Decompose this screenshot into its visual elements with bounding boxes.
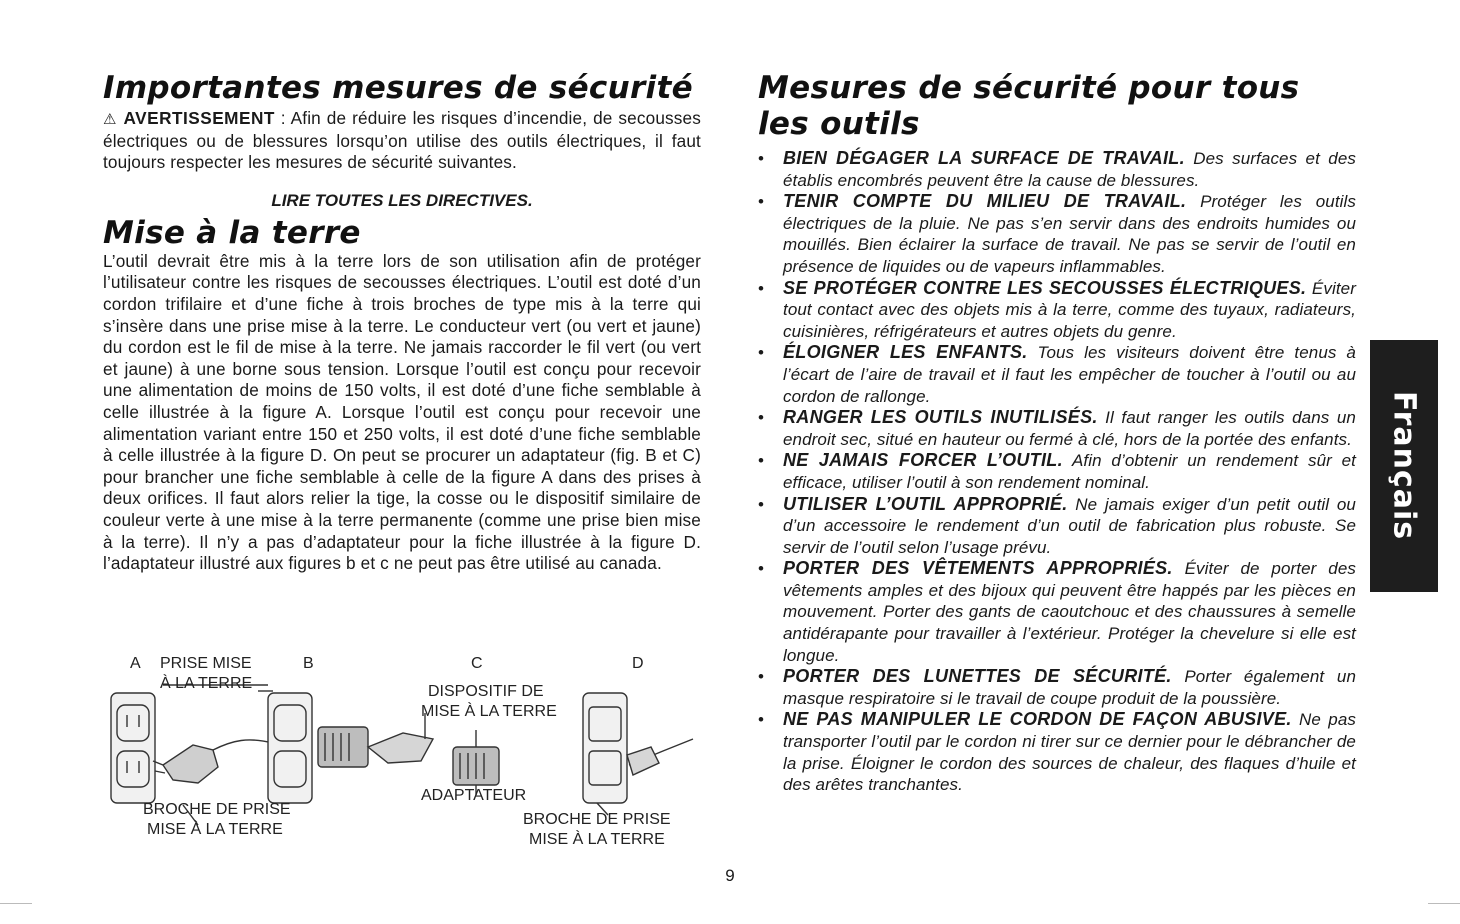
grounding-body: L’outil devrait être mis à la terre lors de son utilisation afin de protéger l’utilisateur contre les risques de secousses électriques. L’outil est doté d’un cordon trifilaire et d’une fiche à trois broches de type mis à la terre qui s’insère dans une prise mise à la terre. Le conducteur vert (ou vert et jaune) du cordon est le fil de mise à la terre. Ne jamais raccorder le fil vert (ou vert et jaune) à une borne sous tension. Lorsque l’outil est conçu pour recevoir une alimentation de moins de 150 volts, il est doté d’une fiche semblable à celle illustrée à la figure A. Lorsque l’outil est conçu pour recevoir une alimentation variant entre 150 et 250 volts, il est doté d’une fiche semblable à celle illustrée à la figure D. On peut se procurer un adaptateur (fig. B et C) pour brancher une fiche semblable à celle de la figure A dans des prises à deux orifices. Il faut alors relier la tige, la cosse ou le dispositif similaire de couleur verte à une mise à la terre permanente (comme une prise bien mise à la terre). Il n’y a pas d’adaptateur pour la fiche illustrée à la figure D. l’adaptateur illustré aux figures b et c ne peut pas être utilisé au canada. (103, 250, 701, 574)
right-column (758, 70, 1356, 796)
directive-read-all: LIRE TOUTES LES DIRECTIVES. (271, 190, 533, 210)
bullet: • (758, 667, 765, 687)
broche-left-label-2: MISE À LA TERRE (147, 821, 283, 838)
grounding-figure (103, 655, 701, 855)
page-number: 9 (725, 866, 735, 885)
item-title: NE JAMAIS FORCER L’OUTIL. (783, 450, 1063, 471)
item-title: ÉLOIGNER LES ENFANTS. (783, 342, 1028, 363)
item-text: Des surfaces et des établis encombrés peuvent être la cause de blessures. (783, 149, 1357, 190)
list-item (758, 494, 1356, 559)
item-text: Il faut ranger les outils dans un endroit sec, situé en hauteur ou fermé à clé, hors de la portée des enfants. (783, 408, 1356, 449)
bullet: • (758, 494, 765, 514)
bullet: • (758, 149, 765, 168)
dispositif-label-1: DISPOSITIF DE (428, 683, 544, 700)
item-title: BIEN DÉGAGER LA SURFACE DE TRAVAIL. (783, 148, 1185, 168)
list-item (758, 191, 1356, 277)
bullet: • (758, 451, 765, 471)
prise-mise-label-2: À LA TERRE (160, 675, 253, 692)
figure-label-b: B (303, 655, 314, 672)
prise-mise-label-1: PRISE MISE (160, 655, 252, 672)
list-item (758, 666, 1356, 709)
item-title: NE PAS MANIPULER LE CORDON DE FAÇON ABUSIVE. (783, 709, 1292, 730)
bullet: • (758, 192, 765, 212)
crop-mark-right (1428, 903, 1460, 904)
bullet: • (758, 559, 765, 579)
item-text: Afin d’obtenir un rendement sûr et efficace, utiliser l’outil à son rendement nominal. (783, 451, 1356, 492)
adaptateur-label: ADAPTATEUR (421, 787, 527, 804)
heading-safety-measures: Importantes mesures de sécurité (103, 70, 693, 106)
item-text: Éviter tout contact avec des objets mis à la terre, comme des tuyaux, radiateurs, cuisinières, réfrigérateurs et autres objets du genre. (783, 278, 1356, 341)
heading-tool-safety: Mesures de sécurité pour tous les outils (758, 70, 1300, 142)
item-text: Éviter de porter des vêtements amples et des bijoux qui peuvent être happés par les pièces en mouvement. Porter des gants de caoutchouc et des chaussures à semelle antidérapante pour travailler à l’extérieur. Protéger la chevelure si elle est longue. (783, 559, 1356, 665)
list-item (758, 342, 1356, 407)
item-title: PORTER DES VÊTEMENTS APPROPRIÉS. (783, 558, 1173, 579)
warning-label: AVERTISSEMENT (123, 108, 275, 128)
left-column (103, 70, 701, 575)
list-item (758, 407, 1356, 450)
language-tab-label: Français (1386, 391, 1422, 541)
list-item (758, 450, 1356, 493)
bullet: • (758, 408, 765, 428)
broche-right-label-1: BROCHE DE PRISE (523, 811, 671, 828)
list-item (758, 558, 1356, 666)
item-title: TENIR COMPTE DU MILIEU DE TRAVAIL. (783, 191, 1187, 212)
broche-left-label-1: BROCHE DE PRISE (143, 801, 291, 818)
broche-right-label-2: MISE À LA TERRE (529, 831, 665, 848)
list-item (758, 278, 1356, 343)
item-title: UTILISER L’OUTIL APPROPRIÉ. (783, 493, 1068, 514)
item-text: Porter également un masque respiratoire si le travail de coupe produit de la poussière. (783, 667, 1357, 708)
list-item (758, 148, 1356, 191)
item-title: PORTER DES LUNETTES DE SÉCURITÉ. (783, 666, 1172, 687)
warning-text: : Afin de réduire les risques d’incendie, de secousses électriques ou de blessures lorsqu’on utilise des outils électriques, il faut toujours respecter les mesures de sécurité suivantes. (103, 108, 701, 173)
list-item (758, 709, 1356, 795)
crop-mark-left (0, 903, 32, 904)
figure-label-c: C (471, 655, 483, 672)
figure-label-d: D (632, 655, 644, 672)
warning-paragraph (103, 108, 701, 174)
figure-label-a: A (130, 655, 141, 672)
item-text: Ne jamais exiger d’un petit outil ou d’un accessoire le rendement d’un outil de fabrication plus robuste. Se servir de l’outil selon l’usage prévu. (783, 494, 1356, 557)
bullet: • (758, 343, 765, 363)
dispositif-label-2: MISE À LA TERRE (421, 703, 557, 720)
item-text: Ne pas transporter l’outil par le cordon ni tirer sur ce dernier pour le débrancher de la prise. Éloigner le cordon des sources de chaleur, des flaques d’huile et des arêtes tranchantes. (783, 710, 1356, 795)
warning-triangle-icon: ⚠ (103, 111, 118, 128)
item-title: SE PROTÉGER CONTRE LES SECOUSSES ÉLECTRIQUES. (783, 277, 1307, 298)
language-tab (1370, 340, 1438, 592)
item-text: Protéger les outils électriques de la pluie. Ne pas s’en servir dans des endroits humides ou mouillés. Bien éclairer la surface de travail. Ne pas se servir de l’outil en présence de liquides ou de vapeurs inflammables. (783, 192, 1356, 276)
heading-grounding: Mise à la terre (103, 214, 361, 251)
safety-list (758, 148, 1356, 796)
item-title: RANGER LES OUTILS INUTILISÉS. (783, 407, 1098, 428)
bullet: • (758, 710, 765, 730)
item-text: Tous les visiteurs doivent être tenus à l’écart de l’aire de travail et il faut les empêcher de toucher à l’outil ou au cordon de rallonge. (783, 343, 1356, 406)
bullet: • (758, 278, 765, 298)
